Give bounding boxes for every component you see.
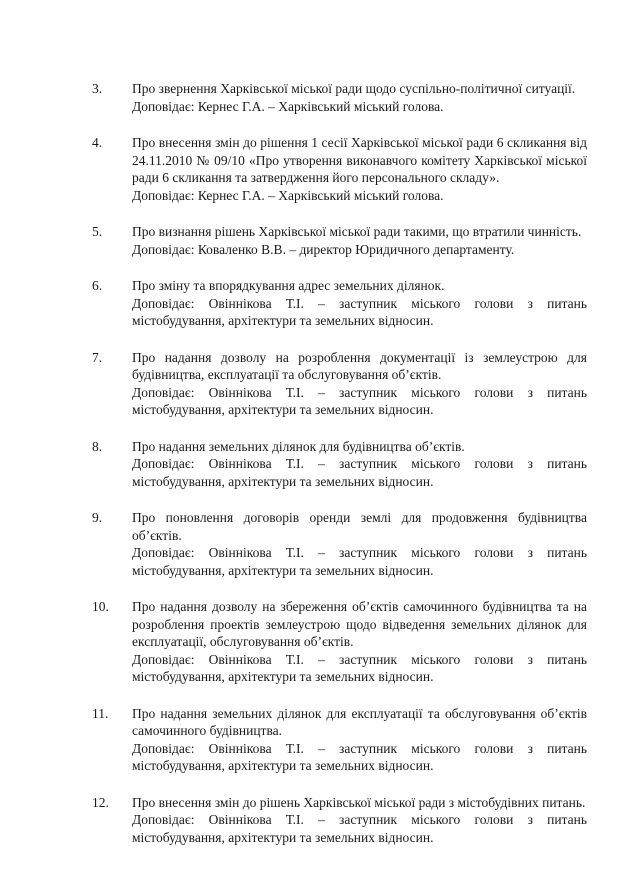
- agenda-item: [92, 794, 592, 847]
- item-title: Про надання дозволу на розроблення документації із землеустрою для будівництва, експлуатації та обслуговування об’єктів.: [132, 349, 587, 382]
- item-body: [132, 794, 587, 847]
- item-number: 10.: [92, 599, 109, 614]
- item-number: 3.: [92, 81, 103, 96]
- item-speaker: Доповідає: Овіннікова Т.І. – заступник міського голови з питань містобудування, архітектури та земельних відносин.: [132, 384, 587, 417]
- agenda-list: [92, 80, 592, 865]
- agenda-item: [92, 80, 592, 115]
- item-speaker: Доповідає: Овіннікова Т.І. – заступник міського голови з питань містобудування, архітектури та земельних відносин.: [132, 295, 587, 328]
- item-speaker: Доповідає: Овіннікова Т.І. – заступник міського голови з питань містобудування, архітектури та земельних відносин.: [132, 740, 587, 773]
- item-number: 8.: [92, 438, 103, 454]
- item-number: 5.: [92, 224, 103, 239]
- item-body: [132, 705, 587, 775]
- item-body: [132, 277, 587, 330]
- item-body: [132, 598, 587, 686]
- agenda-item: [92, 705, 592, 775]
- item-number: 9.: [92, 510, 103, 525]
- item-title: Про надання дозволу на збереження об’єктів самочинного будівництва та на розроблення проектів землеустрою щодо відведення земельних ділянок для експлуатації, обслуговування об’єктів.: [132, 599, 587, 649]
- item-number: 4.: [92, 135, 103, 150]
- item-body: [132, 509, 587, 579]
- item-title: Про надання земельних ділянок для експлуатації та обслуговування об’єктів самочинного будівництва.: [132, 705, 587, 738]
- item-speaker: Доповідає: Овіннікова Т.І. – заступник міського голови з питань містобудування, архітектури та земельних відносин.: [132, 812, 587, 845]
- item-speaker: Доповідає: Коваленко В.В. – директор Юридичного департаменту.: [132, 241, 515, 257]
- item-number: 11.: [92, 705, 109, 721]
- item-body: [132, 134, 587, 204]
- agenda-item: [92, 598, 592, 686]
- item-speaker: Доповідає: Кернес Г.А. – Харківський міський голова.: [132, 187, 444, 203]
- item-title: Про внесення змін до рішення 1 сесії Харківської міської ради 6 скликання від 24.11.2010 № 09/10 «Про утворення виконавчого комітету Харківської міської ради 6 скликання та затвердження його персонального складу».: [132, 135, 587, 185]
- agenda-item: [92, 438, 592, 491]
- agenda-item: [92, 277, 592, 330]
- item-speaker: Доповідає: Овіннікова Т.І. – заступник міського голови з питань містобудування, архітектури та земельних відносин.: [132, 456, 587, 489]
- item-number: 6.: [92, 278, 103, 293]
- agenda-item: [92, 349, 592, 419]
- item-speaker: Доповідає: Овіннікова Т.І. – заступник міського голови з питань містобудування, архітектури та земельних відносин.: [132, 545, 587, 578]
- item-title: Про зміну та впорядкування адрес земельних ділянок.: [132, 278, 445, 293]
- item-number: 12.: [92, 794, 109, 810]
- item-speaker: Доповідає: Кернес Г.А. – Харківський міський голова.: [132, 98, 444, 114]
- item-body: [132, 80, 587, 115]
- agenda-item: [92, 223, 592, 258]
- item-title: Про поновлення договорів оренди землі для продовження будівництва об’єктів.: [132, 510, 587, 543]
- item-body: [132, 438, 587, 491]
- item-title: Про надання земельних ділянок для будівництва об’єктів.: [132, 438, 465, 454]
- item-number: 7.: [92, 349, 103, 365]
- item-body: [132, 223, 587, 258]
- item-speaker: Доповідає: Овіннікова Т.І. – заступник міського голови з питань містобудування, архітектури та земельних відносин.: [132, 651, 587, 684]
- item-title: Про визнання рішень Харківської міської ради такими, що втратили чинність.: [132, 224, 582, 239]
- item-body: [132, 349, 587, 419]
- agenda-item: [92, 509, 592, 579]
- agenda-item: [92, 134, 592, 204]
- item-title: Про звернення Харківської міської ради щодо суспільно-політичної ситуації.: [132, 81, 576, 96]
- item-title: Про внесення змін до рішень Харківської міської ради з містобудівних питань.: [132, 794, 586, 810]
